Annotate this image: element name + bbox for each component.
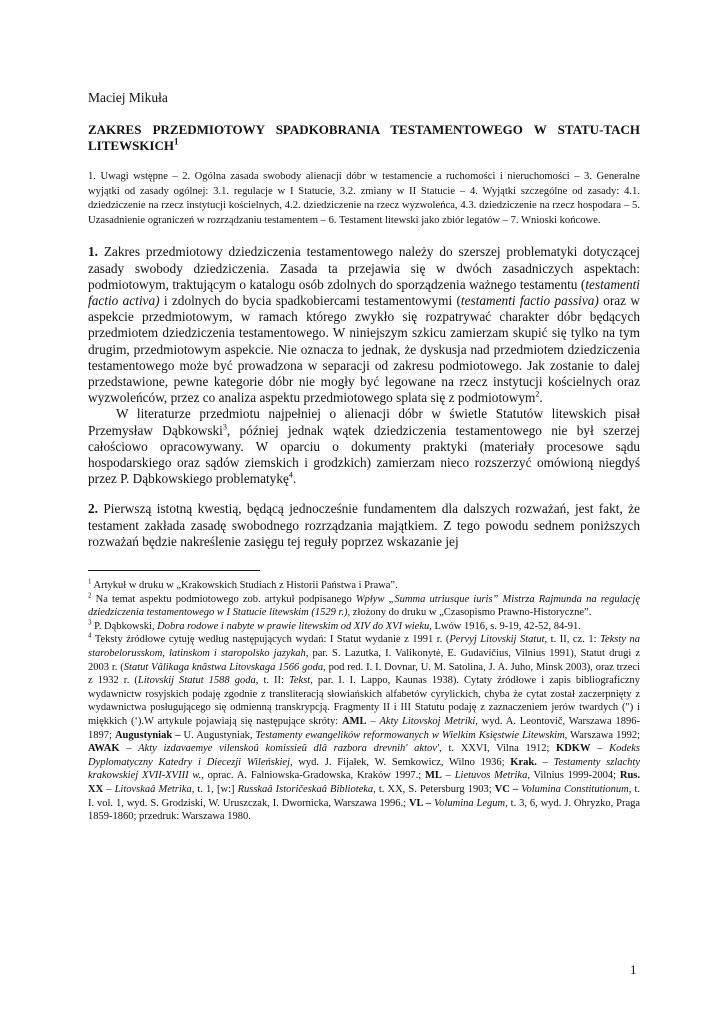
author-name: Maciej Mikuła — [88, 90, 168, 105]
footnote-separator — [88, 570, 260, 571]
title-footnote-ref[interactable]: 1 — [173, 136, 179, 147]
footnote-3: $^3$ P. Dąbkowski, Dobra rodowe i nabyte w prawie litewskim od XIV do XVI wieku, Lwów 1916, s. 9-19, 42-52, 84-91. — [88, 618, 581, 632]
page — [88, 90, 640, 824]
table-of-contents: 1. Uwagi wstępne – 2. Ogólna zasada swobody alienacji dóbr w testamencie a ruchomości i nieruchomości – 3. Generalne wyjątki od zasady ogólnej: 3.1. regulacje w I Statucie, 3.2. zmiany w II Statucie – 4. Wyjątki szczególne od zasady: 4.1. dziedziczenie na rzecz instytucji kościelnych, 4.2. dziedziczenie na rzecz wyzwoleńca, 4.3. dziedziczenie na rzecz hospodara – 5. Uzasadnienie ograniczeń w rozrządzaniu testamentem – 6. Testament litewski jako zbiór legatów – 7. Wnioski końcowe. — [88, 171, 640, 226]
section-number-2: 2. — [88, 501, 98, 517]
section-number-1: 1. — [88, 244, 98, 260]
footnote-ref-3[interactable]: 3 — [222, 422, 227, 432]
footnote-ref-4[interactable]: 4 — [288, 470, 293, 480]
page-number: 1 — [630, 962, 637, 977]
footnote-2: $^2$ Na temat aspektu podmiotowego zob. artykuł podpisanego Wpływ „Summa utriusque iuris” Mistrza Rajmunda na regulację dziedziczenia testamentowego w I Statucie litewskim (1529 r.), złożony do druku w „Czasopismo Prawno-Historyczne”. — [88, 591, 640, 619]
paragraph-2: 2. Pierwszą istotną kwestią, będącą jednocześnie fundamentem dla dalszych rozważań, jest fakt, że testament zakłada zasadę swobodnego rozrządzania majątkiem. Z tego powodu sednem poniższych rozważań będzie nakreślenie zasięgu tej reguły poprzez wskazanie jej — [88, 501, 640, 549]
main-text — [88, 244, 640, 550]
footnote-1: $^1$ Artykuł w druku w „Krakowskich Studiach z Historii Państwa i Prawa”. — [88, 577, 398, 592]
footnote-4: $^4$ Teksty źródłowe cytuję według następujących wydań: I Statut wydanie z 1991 r. (Pervyj Litovskij Statut, t. II, cz. 1: Teksty na starobelorusskom, latinskom i staropolsko jazykah, par. S. Lazutka, I. Valikonytė, E. Gudavičius, Vilnius 1991), Statut drugi z 2003 r. (Statut Vâlikaga knâstwa Litovskaga 1566 goda, pod red. I. I. Dovnar, U. M. Satolina, J. A. Juho, Minsk 2003), oraz trzeci z 1932 r. (Litovskij Statut 1588 goda, t. II: Tekst, par. I. I. Lappo, Kaunas 1938). Cytaty źródłowe i zapis bibliograficzny wydawnictw rosyjskich podaję zgodnie z transliteracją słowiańskich alfabetów cyrylickich, chyba że cytat został zaczerpnięty z wydawnictwa posługującego się odmienną transkrypcją. Fragmenty II i III Statutu podaję z zaznaczeniem jerów twardych (") i miękkich (‘).W artykule pojawiają się następujące skróty: AML – Akty Litovskoj Metriki, wyd. A. Leontovič, Warszawa 1896-1897; Augustyniak – U. Augustyniak, Testamenty ewangelików reformowanych w Wielkim Księstwie Litewskim, Warszawa 1992; AWAK – Akty izdavaemye vilenskoû komissieû dlâ razbora drevnih' aktov', t. XXVI, Vilna 1912; KDKW – Kodeks Dyplomatyczny Katedry i Diecezji Wileńskiej, wyd. J. Fijałek, W. Semkowicz, Wilno 1936; Krak. – Testamenty szlachty krakowskiej XVII-XVIII w., oprac. A. Falniowska-Gradowska, Kraków 1997.; ML – Lietuvos Metrika, Vilnius 1999-2004; Rus. XX – Litovskaâ Metrika, t. 1, [w:] Russkaâ Istoričeskaâ Biblioteka, t. XX, S. Petersburg 1903; VC – Volumina Constitutionum, t. I. vol. 1, wyd. S. Grodziski, W. Uruszczak, I. Dwornicka, Warszawa 1996.; VL – Volumina Legum, t. 3, 6, wyd. J. Ohryzko, Praga 1859-1860; przedruk: Warszawa 1980. — [88, 631, 641, 823]
paragraph-1: 1. Zakres przedmiotowy dziedziczenia testamentowego należy do szerszej problematyki dotyczącej zasady swobody dziedziczenia. Zasada ta przejawia się w dwóch zasadniczych aspektach: podmiotowym, traktującym o katalogu osób zdolnych do sporządzenia ważnego testamentu (testamenti factio activa) i zdolnych do bycia spadkobiercami testamentowymi (testamenti factio passiva) oraz w aspekcie przedmiotowym, w ramach którego zwykło się rozpatrywać charakter dóbr będących przedmiotem dziedziczenia testamentowego. W niniejszym szkicu zamierzam skupić się tylko na tym drugim, przedmiotowym aspekcie. Nie oznacza to jednak, że dyskusja nad przedmiotem dziedziczenia testamentowego może być prowadzona w separacji od zakresu podmiotowego. Jak zostanie to dalej przedstawione, pewne kategorie dóbr nie mogły być legowane na rzecz instytucji kościelnych oraz wyzwoleńców, przez co analiza aspektu przedmiotowego splata się z podmiotowym$^2$. — [88, 244, 640, 406]
footnote-ref-2[interactable]: 2 — [535, 389, 540, 399]
article-title — [88, 122, 640, 154]
footnotes — [88, 579, 640, 824]
title-text: ZAKRES PRZEDMIOTOWY SPADKOBRANIA TESTAMENTOWEGO W STATU-TACH LITEWSKICH — [88, 122, 640, 153]
paragraph-1b: W literaturze przedmiotu najpełniej o alienacji dóbr w świetle Statutów litewskich pisał Przemysław Dąbkowski$^3$, później jednak wątek dziedziczenia testamentowego nie był szerzej całościowo opracowywany. W oparciu o dokumenty praktyki (materiały procesowe sądu hospodarskiego oraz sądów ziemskich i grodzkich) zamierzam nieco rozszerzyć omówioną niegdyś przez P. Dąbkowskiego problematykę$^4$. — [88, 406, 640, 487]
